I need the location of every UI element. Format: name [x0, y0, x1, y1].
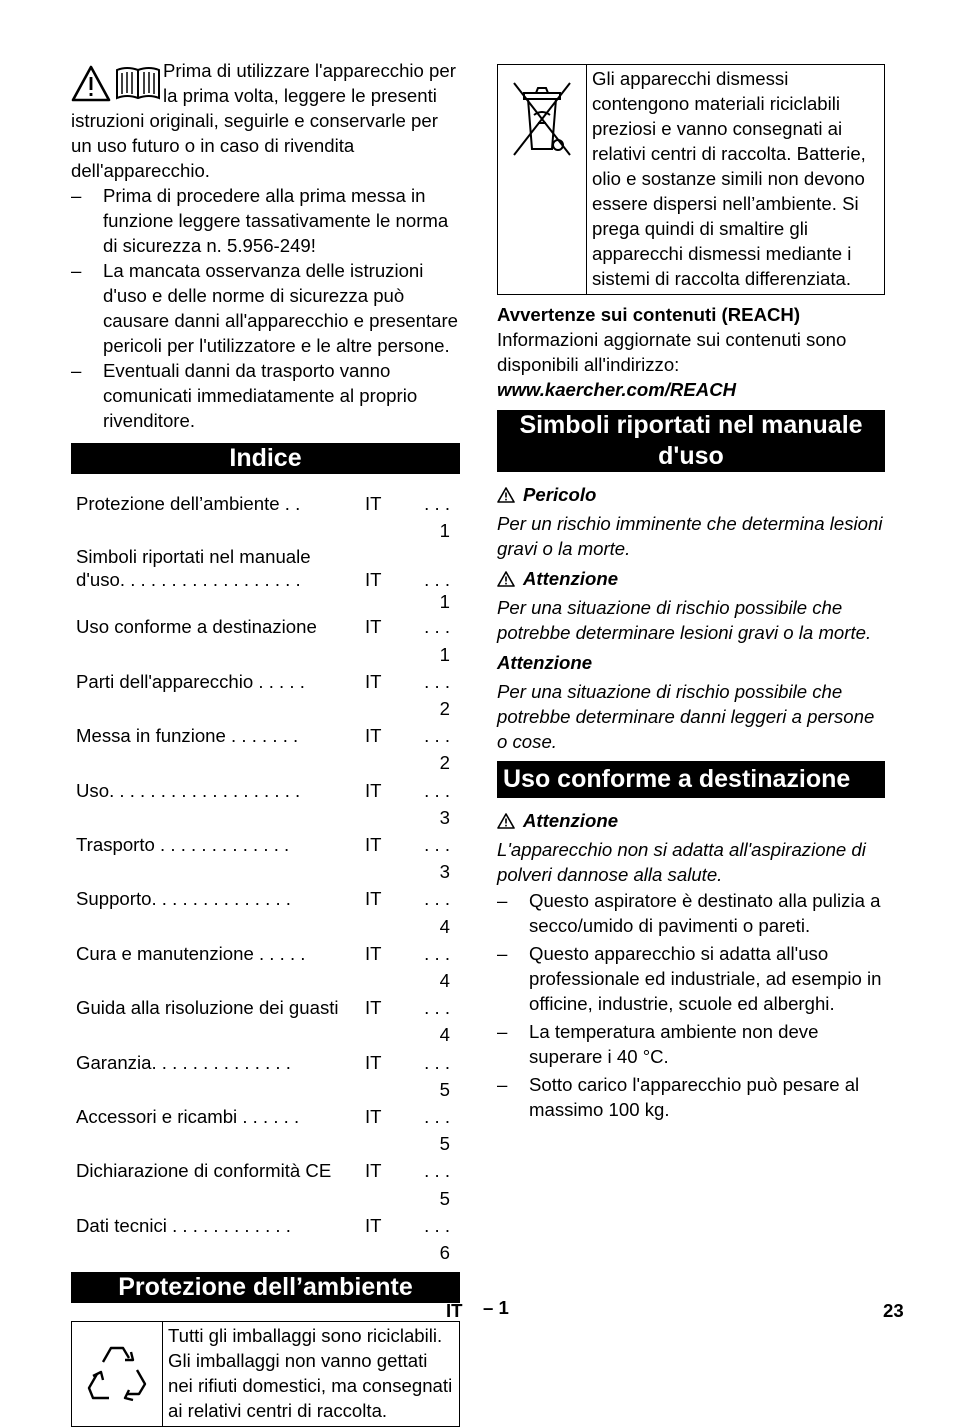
- left-column: [71, 58, 460, 1427]
- intended-use-warning-label: Attenzione: [523, 810, 619, 831]
- recycle-icon: [79, 1336, 155, 1412]
- table-of-contents: [71, 474, 460, 1266]
- right-column: [497, 64, 885, 1122]
- toc-row[interactable]: d'uso. . . . . . . . . . . . . . . . . . IT . . . 1: [76, 569, 450, 613]
- toc-row[interactable]: Messa in funzione . . . . . . . IT . . . 2: [76, 725, 450, 774]
- intended-use-heading: Uso conforme a destinazione: [497, 761, 885, 798]
- toc-row[interactable]: Cura e manutenzione . . . . . IT . . . 4: [76, 942, 450, 992]
- footer-language: IT: [446, 1300, 463, 1321]
- recycle-box: [71, 1321, 460, 1427]
- warning-triangle-icon: [71, 64, 163, 104]
- toc-row[interactable]: Trasporto . . . . . . . . . . . . . IT . . . 3: [76, 834, 450, 883]
- intended-use-bullet: – La temperatura ambiente non deve superare i 40 °C.: [497, 1021, 819, 1067]
- intended-use-warning-line: [497, 808, 885, 833]
- intended-use-warning-text: L'apparecchio non si adatta all'aspirazione di polveri dannose alla salute.: [497, 839, 866, 885]
- toc-row[interactable]: Garanzia. . . . . . . . . . . . . . IT . . . 5: [76, 1051, 450, 1100]
- page-number: 23: [883, 1300, 904, 1321]
- toc-row[interactable]: Supporto. . . . . . . . . . . . . . IT . . . 4: [76, 888, 450, 937]
- manual-book-icon: [117, 68, 159, 98]
- warning-triangle-icon: [497, 571, 515, 587]
- intro-icons: [71, 64, 163, 108]
- caution-label: Attenzione: [497, 652, 593, 673]
- intended-use-bullet: – Questo apparecchio si adatta all'uso professionale ed industriale, ad esempio in officine, industrie, scuole ed alberghi.: [497, 943, 882, 1014]
- toc-row[interactable]: Dichiarazione di conformità CE IT . . . 5: [76, 1160, 450, 1209]
- symbols-heading: Simboli riportati nel manuale d'uso: [497, 410, 885, 472]
- toc-row[interactable]: Uso. . . . . . . . . . . . . . . . . . . IT . . . 3: [76, 779, 450, 828]
- danger-label-line: [497, 482, 885, 507]
- disposal-text: Gli apparecchi dismessi contengono materiali riciclabili preziosi e vanno consegnati ai relativi centri di raccolta. Batterie, olio e sostanze simili non devono essere dispersi nell’ambiente. Si prega quindi di smaltire gli apparecchi dismessi mediante i sistemi di raccolta differenziata.: [592, 68, 866, 289]
- intro-bullet: – La mancata osservanza delle istruzioni d'uso e delle norme di sicurezza può causare danni all'apparecchio e presentare pericoli per l'utilizzatore e le altre persone.: [71, 260, 458, 356]
- recycle-text: Tutti gli imballaggi sono riciclabili. Gli imballaggi non vanno gettati nei rifiuti domestici, ma consegnati ai relativi centri di raccolta.: [168, 1325, 453, 1422]
- toc-row[interactable]: Guida alla risoluzione dei guasti IT . . . 4: [76, 997, 450, 1046]
- toc-row[interactable]: Dati tecnici . . . . . . . . . . . . IT . . . 6: [76, 1214, 450, 1264]
- warning-triangle-icon: [497, 813, 515, 829]
- intro-bullet: – Eventuali danni da trasporto vanno comunicati immediatamente al proprio rivenditore.: [71, 360, 418, 431]
- footer-section-page: – 1: [483, 1297, 509, 1318]
- warning-label-line: [497, 566, 885, 591]
- toc-row[interactable]: Uso conforme a destinazione IT . . . 1: [76, 616, 450, 665]
- intended-use-bullet: – Questo aspiratore è destinato alla pulizia a secco/umido di pavimenti o pareti.: [497, 890, 881, 936]
- warning-triangle-icon: [497, 487, 515, 503]
- disposal-icon-cell: [498, 65, 587, 294]
- disposal-box: [497, 64, 885, 295]
- index-heading: Indice: [71, 443, 460, 474]
- crossed-out-bin-icon: [510, 79, 574, 159]
- warning-label: Attenzione: [523, 568, 619, 589]
- reach-link[interactable]: www.kaercher.com/REACH: [497, 379, 737, 400]
- reach-text: Informazioni aggiornate sui contenuti sono disponibili all'indirizzo:: [497, 329, 847, 375]
- toc-row[interactable]: Simboli riportati nel manuale: [76, 546, 311, 568]
- warning-text: Per una situazione di rischio possibile che potrebbe determinare lesioni gravi o la morte.: [497, 597, 872, 643]
- toc-row[interactable]: Parti dell'apparecchio . . . . . IT . . . 2: [76, 670, 450, 720]
- intro-section: [71, 58, 460, 183]
- intro-bullet: – Prima di procedere alla prima messa in funzione leggere tassativamente le norma di sicurezza n. 5.956-249!: [71, 185, 449, 256]
- caution-text: Per una situazione di rischio possibile che potrebbe determinare danni leggeri a persone o cose.: [497, 681, 875, 752]
- danger-text: Per un rischio imminente che determina lesioni gravi o la morte.: [497, 513, 883, 559]
- danger-label: Pericolo: [523, 484, 597, 505]
- toc-row[interactable]: Protezione dell’ambiente . . IT . . . 1: [76, 493, 450, 542]
- recycle-icon-cell: [72, 1322, 163, 1426]
- reach-heading: Avvertenze sui contenuti (REACH): [497, 304, 801, 325]
- intro-text: Prima di utilizzare l'apparecchio per la prima volta, leggere le presenti istruzioni originali, seguirle e conservarle per un uso futuro o in caso di rivendita dell'apparecchio.: [71, 60, 456, 181]
- toc-row[interactable]: Accessori e ricambi . . . . . . IT . . . 5: [76, 1106, 450, 1155]
- environment-heading: Protezione dell’ambiente: [71, 1272, 460, 1303]
- intended-use-bullet: – Sotto carico l'apparecchio può pesare al massimo 100 kg.: [497, 1074, 860, 1120]
